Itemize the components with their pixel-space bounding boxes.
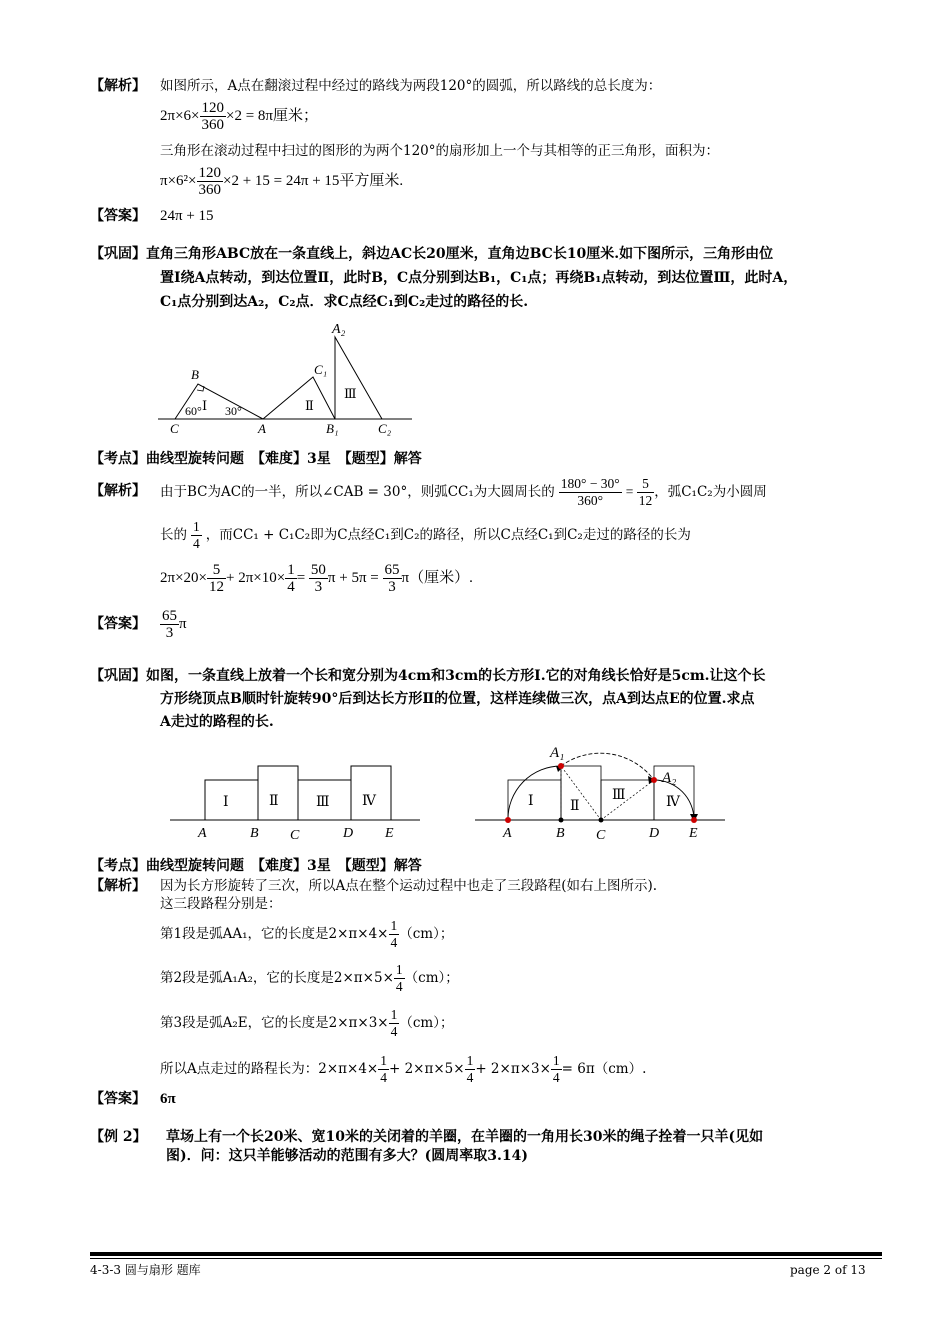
example-tag: 【例 2】 [90,1129,147,1145]
fraction-numerator: 180° − 30° [560,476,620,491]
answer-tag: 【答案】 [90,1091,146,1107]
fraction-numerator: 65 [162,608,177,625]
label-E: E [385,826,394,841]
formula-part: 2π×20× [160,570,207,586]
rectangle-rotation-figure-right [470,738,730,843]
fraction-denominator: 360° [577,493,604,508]
fraction-denominator: 4 [390,1024,398,1039]
text-part: + 2×π×5× [388,1061,465,1077]
fraction-denominator: 3 [388,579,396,596]
formula-part: ×2 + 15 = 24π + 15平方厘米. [223,173,404,189]
formula-path-length [160,558,473,598]
label-C: C [596,828,606,843]
label-I: Ⅰ [223,795,229,810]
text-part: ，弧C₁C₂为小圆周 [654,484,767,500]
fraction-numerator: 1 [395,962,403,977]
point-B [559,818,564,823]
label-C2: C₂ [378,421,392,436]
label-B: B [250,826,259,841]
fraction-numerator: 1 [390,1007,398,1022]
label-A: A [503,826,512,841]
label-II: Ⅱ [269,794,279,809]
text-part: （cm）； [404,970,459,986]
arc-AA1 [508,766,561,820]
fraction-denominator: 12 [638,493,653,508]
formula-part: π [179,616,187,632]
label-III: Ⅲ [316,795,330,810]
label-E: E [689,826,698,841]
label-B: B [191,367,199,382]
answer-value [160,604,187,644]
label-I: Ⅰ [202,398,208,413]
radius-line [561,766,601,820]
segment-2 [160,958,459,998]
rectangle-rotation-figure-left [165,758,425,843]
rectangle-IV [351,766,391,820]
label-I: Ⅰ [528,794,534,809]
label-angle-60: 60° [185,404,202,418]
solution-line [160,472,767,512]
problem-line: 方形绕顶点B顺时针旋转90°后到达长方形Ⅱ的位置，这样连续做三次，点A到达点E的位置.求点 [160,691,755,707]
text-part: + 2×π×3× [475,1061,551,1077]
problem-line: 如图，一条直线上放着一个长和宽分别为4cm和3cm的长方形Ⅰ.它的对角线长恰好是5cm.让这个长 [146,668,766,684]
text-part: 第1段是弧AA₁，它的长度是2×π×4× [160,926,389,942]
text-part: = 6π（cm）. [561,1061,647,1077]
text-part: （cm）； [399,1015,454,1031]
radius-line [601,780,654,820]
text-part: 第3段是弧A₂E，它的长度是2×π×3× [160,1015,389,1031]
formula-part: = [296,570,309,586]
fraction-numerator: 1 [193,519,200,534]
point-A [505,817,511,823]
fraction-denominator: 4 [390,935,398,950]
fraction-denominator: 3 [314,579,323,596]
fraction-denominator: 4 [287,579,295,596]
problem-line: 置Ⅰ绕A点转动，到达位置Ⅱ，此时B，C点分别到达B₁，C₁点；再绕B₁点转动，到达位置Ⅲ，此时A， [160,270,798,286]
solution-line: 这三段路程分别是： [160,896,282,912]
formula-arc-length [160,96,318,136]
point-A1 [558,763,564,769]
arc-A1A2 [561,753,654,780]
fraction-denominator: 4 [466,1070,474,1085]
solution-line: 三角形在滚动过程中扫过的图形的为两个120°的扇形加上一个与其相等的正三角形，面积为： [160,143,720,159]
gonggu-tag: 【巩固】 [90,668,146,684]
rectangle-I [508,780,561,820]
fraction-numerator: 120 [198,165,221,182]
formula-part: π（厘米）. [401,570,473,586]
answer-tag: 【答案】 [90,208,146,224]
segment-1 [160,914,453,954]
label-D: D [343,826,354,841]
label-A1: A₁ [550,745,565,761]
label-D: D [649,826,660,841]
text-part: ，而CC₁ + C₁C₂即为C点经C₁到C₂的路径，所以C点经C₁到C₂走过的路径的长为 [205,527,691,543]
formula-part: ×2 = 8π厘米； [226,108,318,124]
text-part: = [625,484,637,499]
text-part: 长的 [160,527,187,543]
gonggu-tag: 【巩固】 [90,246,146,262]
fraction-denominator: 360 [201,117,224,134]
page-number: page 2 of 13 [790,1263,866,1277]
fraction-denominator: 360 [198,182,221,199]
point-C [599,818,604,823]
problem-line: C₁点分别到达A₂，C₂点．求C点经C₁到C₂走过的路径的长. [160,294,529,310]
fraction-denominator: 4 [380,1070,387,1085]
solution-line: 如图所示，A点在翻滚过程中经过的路线为两段120°的圆弧，所以路线的总长度为： [160,78,662,94]
label-IV: Ⅳ [362,794,376,809]
fraction-numerator: 65 [384,562,400,579]
fraction-numerator: 1 [390,918,398,933]
fraction-denominator: 4 [552,1070,560,1085]
text-part: 所以A点走过的路程长为：2×π×4× [160,1061,379,1077]
label-angle-30: 30° [225,404,242,418]
jiexi-tag: 【解析】 [90,483,146,499]
fraction-numerator: 1 [466,1053,474,1068]
fraction-denominator: 12 [209,579,224,596]
kaodian-line: 【考点】曲线型旋转问题 【难度】3星 【题型】解答 [90,451,422,467]
fraction-denominator: 4 [193,536,200,551]
answer-value: 6π [160,1091,176,1107]
point-A2 [651,777,657,783]
answer-value: 24π + 15 [160,208,214,224]
label-B: B [556,826,565,841]
label-A: A [258,421,266,436]
label-C: C [290,828,300,843]
point-E [691,817,697,823]
formula-area [160,161,403,201]
fraction-numerator: 50 [310,562,326,579]
footer-rule-thick [90,1252,882,1256]
jiexi-tag: 【解析】 [90,878,146,894]
footer-rule-thin [90,1258,882,1259]
label-IV: Ⅳ [666,795,680,810]
total-path [160,1049,646,1089]
triangle-III [335,337,382,419]
formula-part: + 2π×10× [226,570,286,586]
solution-line: 因为长方形旋转了三次，所以A点在整个运动过程中也走了三段路程(如右上图所示). [160,878,658,894]
label-B1: B₁ [326,421,339,436]
answer-tag: 【答案】 [90,616,146,632]
label-A: A [198,826,207,841]
rectangle-II [258,766,298,820]
fraction-numerator: 120 [201,100,224,117]
label-C1: C₁ [314,362,328,377]
solution-line [160,515,691,555]
formula-part: π×6²× [160,173,197,189]
label-III: Ⅲ [344,386,357,401]
text-part: 第2段是弧A₁A₂，它的长度是2×π×5× [160,970,394,986]
footer-title: 4-3-3 圆与扇形 题库 [90,1263,201,1277]
label-II: Ⅱ [570,799,580,814]
fraction-numerator: 1 [552,1053,560,1068]
text-part: （cm）； [399,926,454,942]
problem-line: 直角三角形ABC放在一条直线上，斜边AC长20厘米，直角边BC长10厘米.如下图所示，三角形由位 [146,246,774,262]
problem-line: 草场上有一个长20米、宽10米的关闭着的羊圈，在羊圈的一角用长30米的绳子拴着一只羊(见如 [166,1129,764,1145]
label-II: Ⅱ [305,398,314,413]
segment-3 [160,1003,453,1043]
fraction-denominator: 3 [165,625,174,642]
jiexi-tag: 【解析】 [90,78,146,94]
triangle-rotation-figure [150,315,420,440]
problem-line: A走过的路程的长. [160,714,274,730]
label-C: C [170,421,179,436]
formula-part: π + 5π = [327,570,383,586]
fraction-numerator: 1 [287,562,295,579]
fraction-numerator: 5 [207,562,226,579]
rectangle-I [205,780,258,820]
label-A2: A₂ [662,770,677,786]
fraction-numerator: 5 [637,476,655,493]
triangle-II [263,377,335,419]
formula-part: 2π×6× [160,108,200,124]
text-part: 由于BC为AC的一半，所以∠CAB = 30°，则弧CC₁为大圆周长的 [160,484,555,500]
fraction-numerator: 1 [380,1053,387,1068]
label-A2: A₂ [332,322,346,337]
fraction-denominator: 4 [395,979,403,994]
problem-line: 图)．问：这只羊能够活动的范围有多大？(圆周率取3.14) [166,1148,528,1164]
kaodian-line: 【考点】曲线型旋转问题 【难度】3星 【题型】解答 [90,858,422,874]
label-III: Ⅲ [612,788,626,803]
